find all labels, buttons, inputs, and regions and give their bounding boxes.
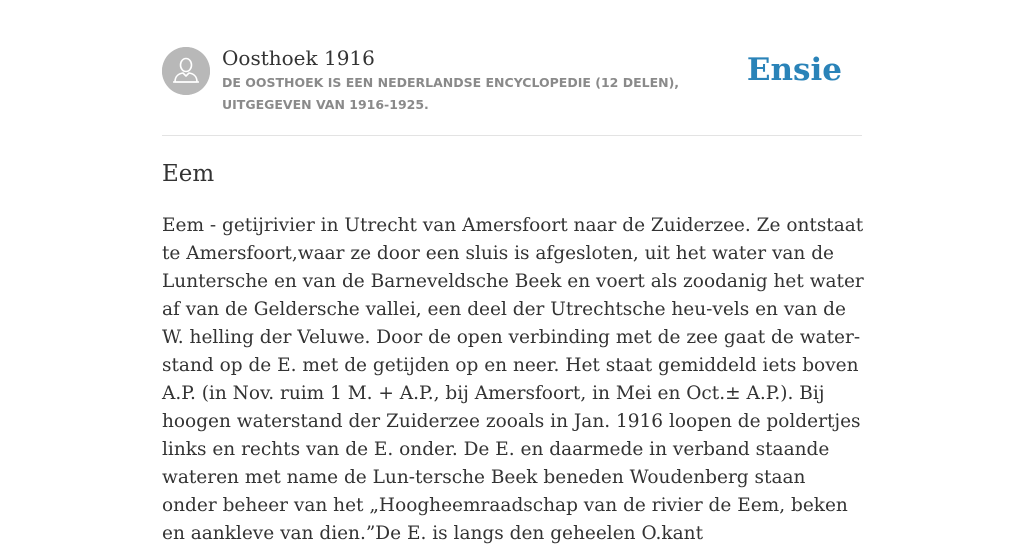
- source-header: [162, 44, 862, 134]
- article-title: Eem: [162, 161, 215, 187]
- ensie-logo-link[interactable]: Ensie: [746, 52, 842, 88]
- source-description: DE OOSTHOEK IS EEN NEDERLANDSE ENCYCLOPEDIE (12 DELEN), UITGEGEVEN VAN 1916-1925.: [222, 75, 680, 112]
- source-title[interactable]: Oosthoek 1916: [222, 46, 375, 70]
- user-placeholder-icon[interactable]: [162, 47, 210, 95]
- avatar-graphic: [162, 47, 210, 95]
- article-body: Eem - getijrivier in Utrecht van Amersfoort naar de Zuiderzee. Ze ontstaat te Amersfoort,waar ze door een sluis is afgesloten, uit het water van de Luntersche en van de Barneveldsche Beek en voert als zoodanig het water af van de Geldersche vallei, een deel der Utrechtsche heu-vels en van de W. helling der Veluwe. Door de open verbinding met de zee gaat de water-stand op de E. met de getijden op en neer. Het staat gemiddeld iets boven A.P. (in Nov. ruim 1 M. + A.P., bij Amersfoort, in Mei en Oct.± A.P.). Bij hoogen waterstand der Zuiderzee zooals in Jan. 1916 loopen de poldertjes links en rechts van de E. onder. De E. en daarmede in verband staande wateren met name de Lun-tersche Beek beneden Woudenberg staan onder beheer van het „Hoogheemraadschap van de rivier de Eem, beken en aankleve van dien.”De E. is langs den geheelen O.kant: [162, 215, 864, 544]
- header-divider: [162, 135, 862, 136]
